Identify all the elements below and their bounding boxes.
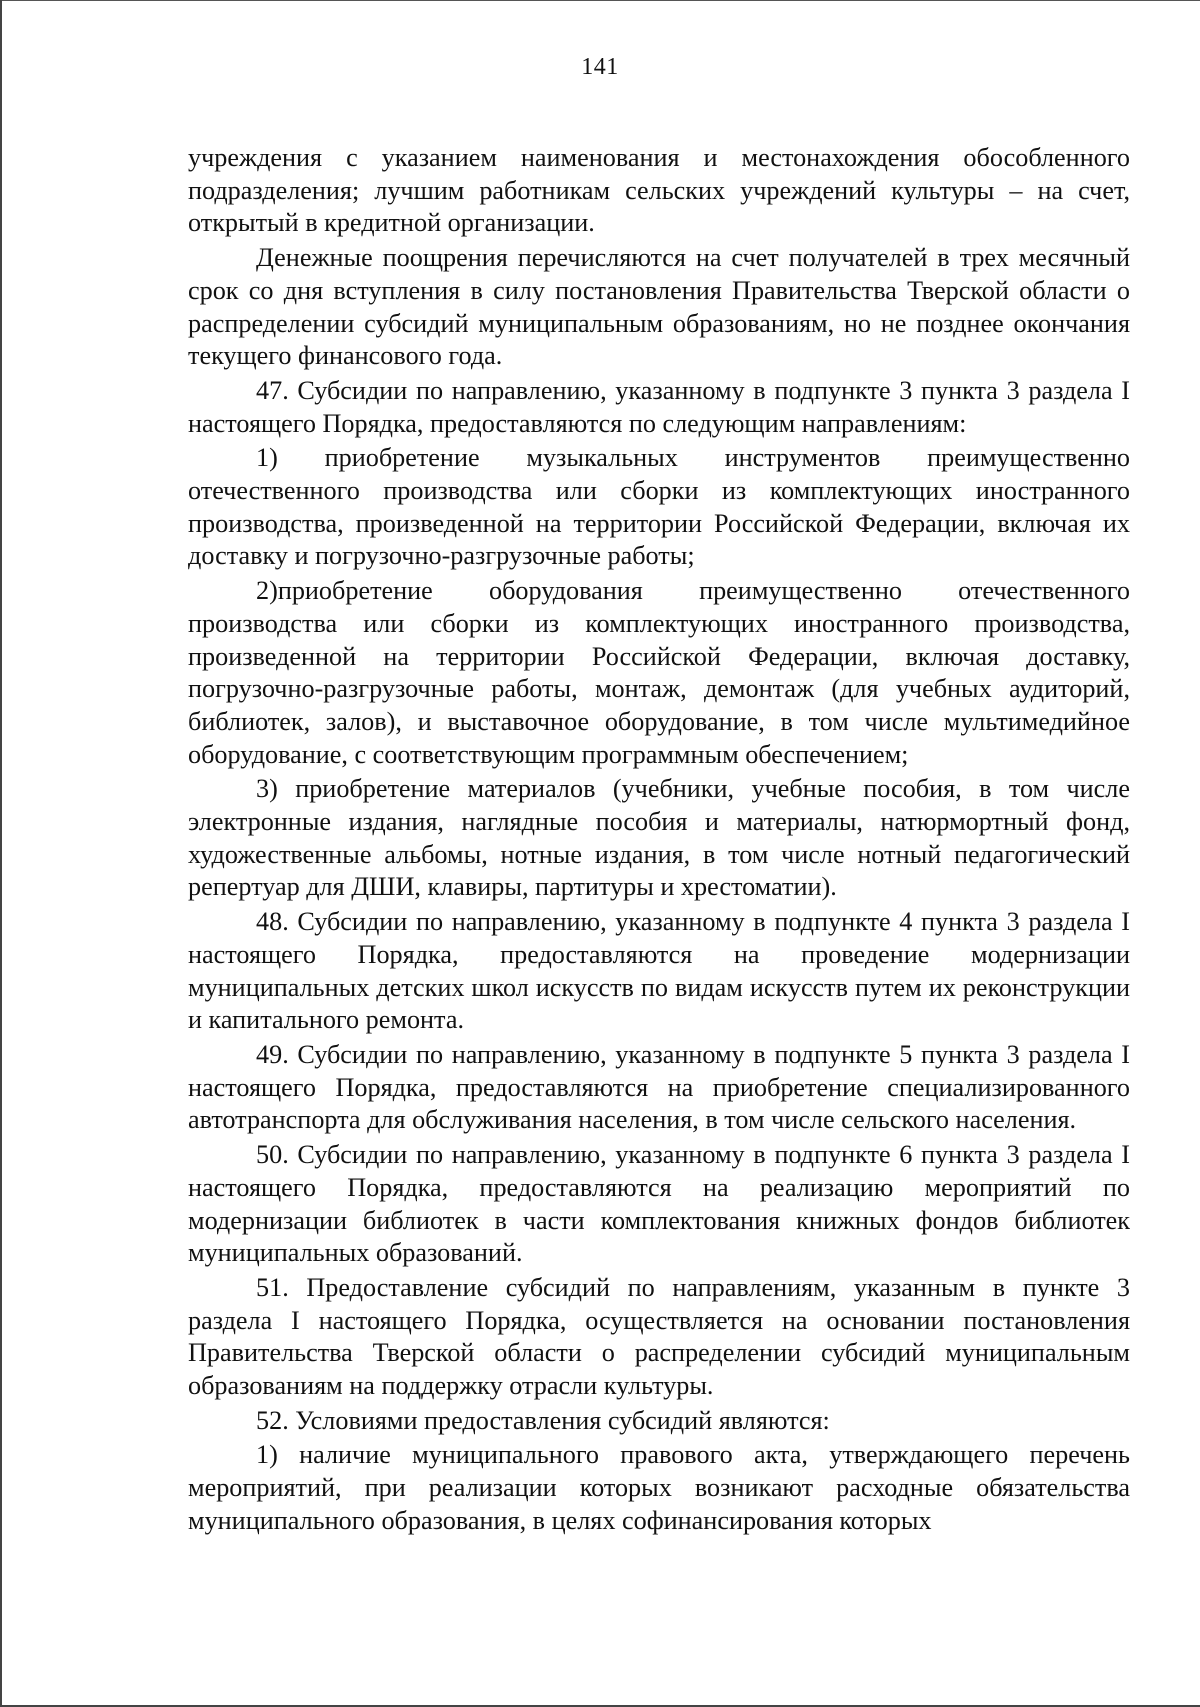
paragraph-item-48: 48. Субсидии по направлению, указанному в подпункте 4 пункта 3 раздела I настоящего Порядка, предоставляются на проведение модернизации муниципальных детских школ искусств по видам искусств путем их реконструкции и капитального ремонта. — [188, 907, 1130, 1035]
list-item: 1) наличие муниципального правового акта, утверждающего перечень мероприятий, при реализации которых возникают расходные обязательства муниципального образования, в целях софинансирования которых — [188, 1440, 1130, 1535]
scan-top-edge — [0, 0, 1200, 1]
paragraph-item-50: 50. Субсидии по направлению, указанному в подпункте 6 пункта 3 раздела I настоящего Порядка, предоставляются на реализацию мероприятий по модернизации библиотек в части комплектования книжных фондов библиотек муниципальных образований. — [188, 1140, 1130, 1268]
list-item: 3) приобретение материалов (учебники, учебные пособия, в том числе электронные издания, наглядные пособия и материалы, натюрмортный фонд, художественные альбомы, нотные издания, в том числе нотный педагогический репертуар для ДШИ, клавиры, партитуры и хрестоматии). — [188, 774, 1130, 902]
paragraph: Денежные поощрения перечисляются на счет получателей в трех месячный срок со дня вступления в силу постановления Правительства Тверской области о распределении субсидий муниципальным образованиям, но не позднее окончания текущего финансового года. — [188, 243, 1130, 371]
page-number: 141 — [581, 54, 619, 80]
list-item: 1) приобретение музыкальных инструментов преимущественно отечественного производства или сборки из комплектующих иностранного производства, произведенной на территории Российской Федерации, включая их доставку и погрузочно-разгрузочные работы; — [188, 443, 1130, 571]
paragraph-item-47: 47. Субсидии по направлению, указанному в подпункте 3 пункта 3 раздела I настоящего Порядка, предоставляются по следующим направлениям: — [188, 375, 1130, 438]
scan-left-edge — [0, 0, 2, 1707]
paragraph-item-51: 51. Предоставление субсидий по направлениям, указанным в пункте 3 раздела I настоящего Порядка, осуществляется на основании постановления Правительства Тверской области о распределении субсидий муниципальным образованиям на поддержку отрасли культуры. — [188, 1272, 1130, 1401]
paragraph: учреждения с указанием наименования и местонахождения обособленного подразделения; лучшим работникам сельских учреждений культуры – на счет, открытый в кредитной организации. — [188, 143, 1130, 238]
list-item: 2)приобретение оборудования преимущественно отечественного производства или сборки из комплектующих иностранного производства, произведенной на территории Российской Федерации, включая доставку, погрузочно-разгрузочные работы, монтаж, демонтаж (для учебных аудиторий, библиотек, залов), и выставочное оборудование, в том числе мультимедийное оборудование, с соответствующим программным обеспечением; — [188, 576, 1130, 769]
paragraph-item-52: 52. Условиями предоставления субсидий являются: — [256, 1405, 830, 1435]
paragraph-item-49: 49. Субсидии по направлению, указанному в подпункте 5 пункта 3 раздела I настоящего Порядка, предоставляются на приобретение специализированного автотранспорта для обслуживания населения, в том числе сельского населения. — [188, 1039, 1130, 1135]
document-body — [188, 142, 1130, 1540]
